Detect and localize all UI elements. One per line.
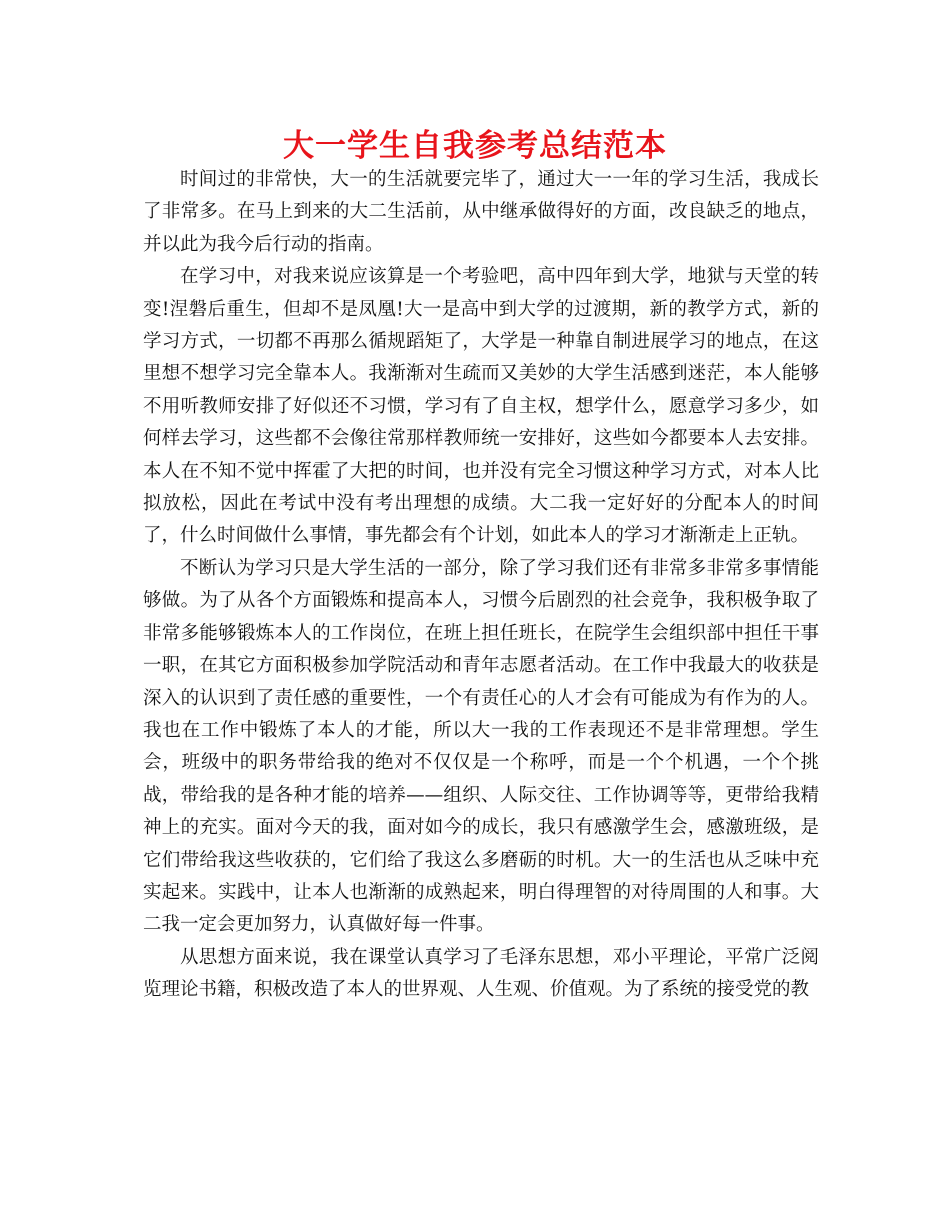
paragraph-1: 时间过的非常快，大一的生活就要完毕了，通过大一一年的学习生活，我成长了非常多。在马上到来的大二生活前，从中继承做得好的方面，改良缺乏的地点，并以此为我今后行动的指南。 (143, 169, 819, 255)
paragraph-2: 在学习中，对我来说应该算是一个考验吧，高中四年到大学，地狱与天堂的转变!涅磐后重生，但却不是凤凰!大一是高中到大学的过渡期，新的教学方式，新的学习方式，一切都不再那么循规蹈矩了，大学是一种靠自制进展学习的地点，在这里想不想学习完全靠本人。我渐渐对生疏而又美妙的大学生活感到迷茫，本人能够不用听教师安排了好似还不习惯，学习有了自主权，想学什么，愿意学习多少，如何样去学习，这些都不会像往常那样教师统一安排好，这些如今都要本人去安排。本人在不知不觉中挥霍了大把的时间，也并没有完全习惯这种学习方式，对本人比拟放松，因此在考试中没有考出理想的成绩。大二我一定好好的分配本人的时间了，什么时间做什么事情，事先都会有个计划，如此本人的学习才渐渐走上正轨。 (143, 266, 819, 547)
paragraph-4: 从思想方面来说，我在课堂认真学习了毛泽东思想，邓小平理论，平常广泛阅览理论书籍，积极改造了本人的世界观、人生观、价值观。为了系统的接受党的教 (143, 946, 819, 1001)
paragraph-3: 不断认为学习只是大学生活的一部分，除了学习我们还有非常多非常多事情能够做。为了从各个方面锻炼和提高本人，习惯今后剧烈的社会竞争，我积极争取了非常多能够锻炼本人的工作岗位，在班上担任班长，在院学生会组织部中担任干事一职，在其它方面积极参加学院活动和青年志愿者活动。在工作中我最大的收获是深入的认识到了责任感的重要性，一个有责任心的人才会有可能成为有作为的人。我也在工作中锻炼了本人的才能，所以大一我的工作表现还不是非常理想。学生会，班级中的职务带给我的绝对不仅仅是一个称呼，而是一个个机遇，一个个挑战，带给我的是各种才能的培养——组织、人际交往、工作协调等等，更带给我精神上的充实。面对今天的我，面对如今的成长，我只有感激学生会，感激班级，是它们带给我这些收获的，它们给了我这么多磨砺的时机。大一的生活也从乏味中充实起来。实践中，让本人也渐渐的成熟起来，明白得理智的对待周围的人和事。大二我一定会更加努力，认真做好每一件事。 (143, 557, 819, 936)
document-title: 大一学生自我参考总结范本 (283, 128, 667, 164)
document-body (143, 164, 819, 1007)
